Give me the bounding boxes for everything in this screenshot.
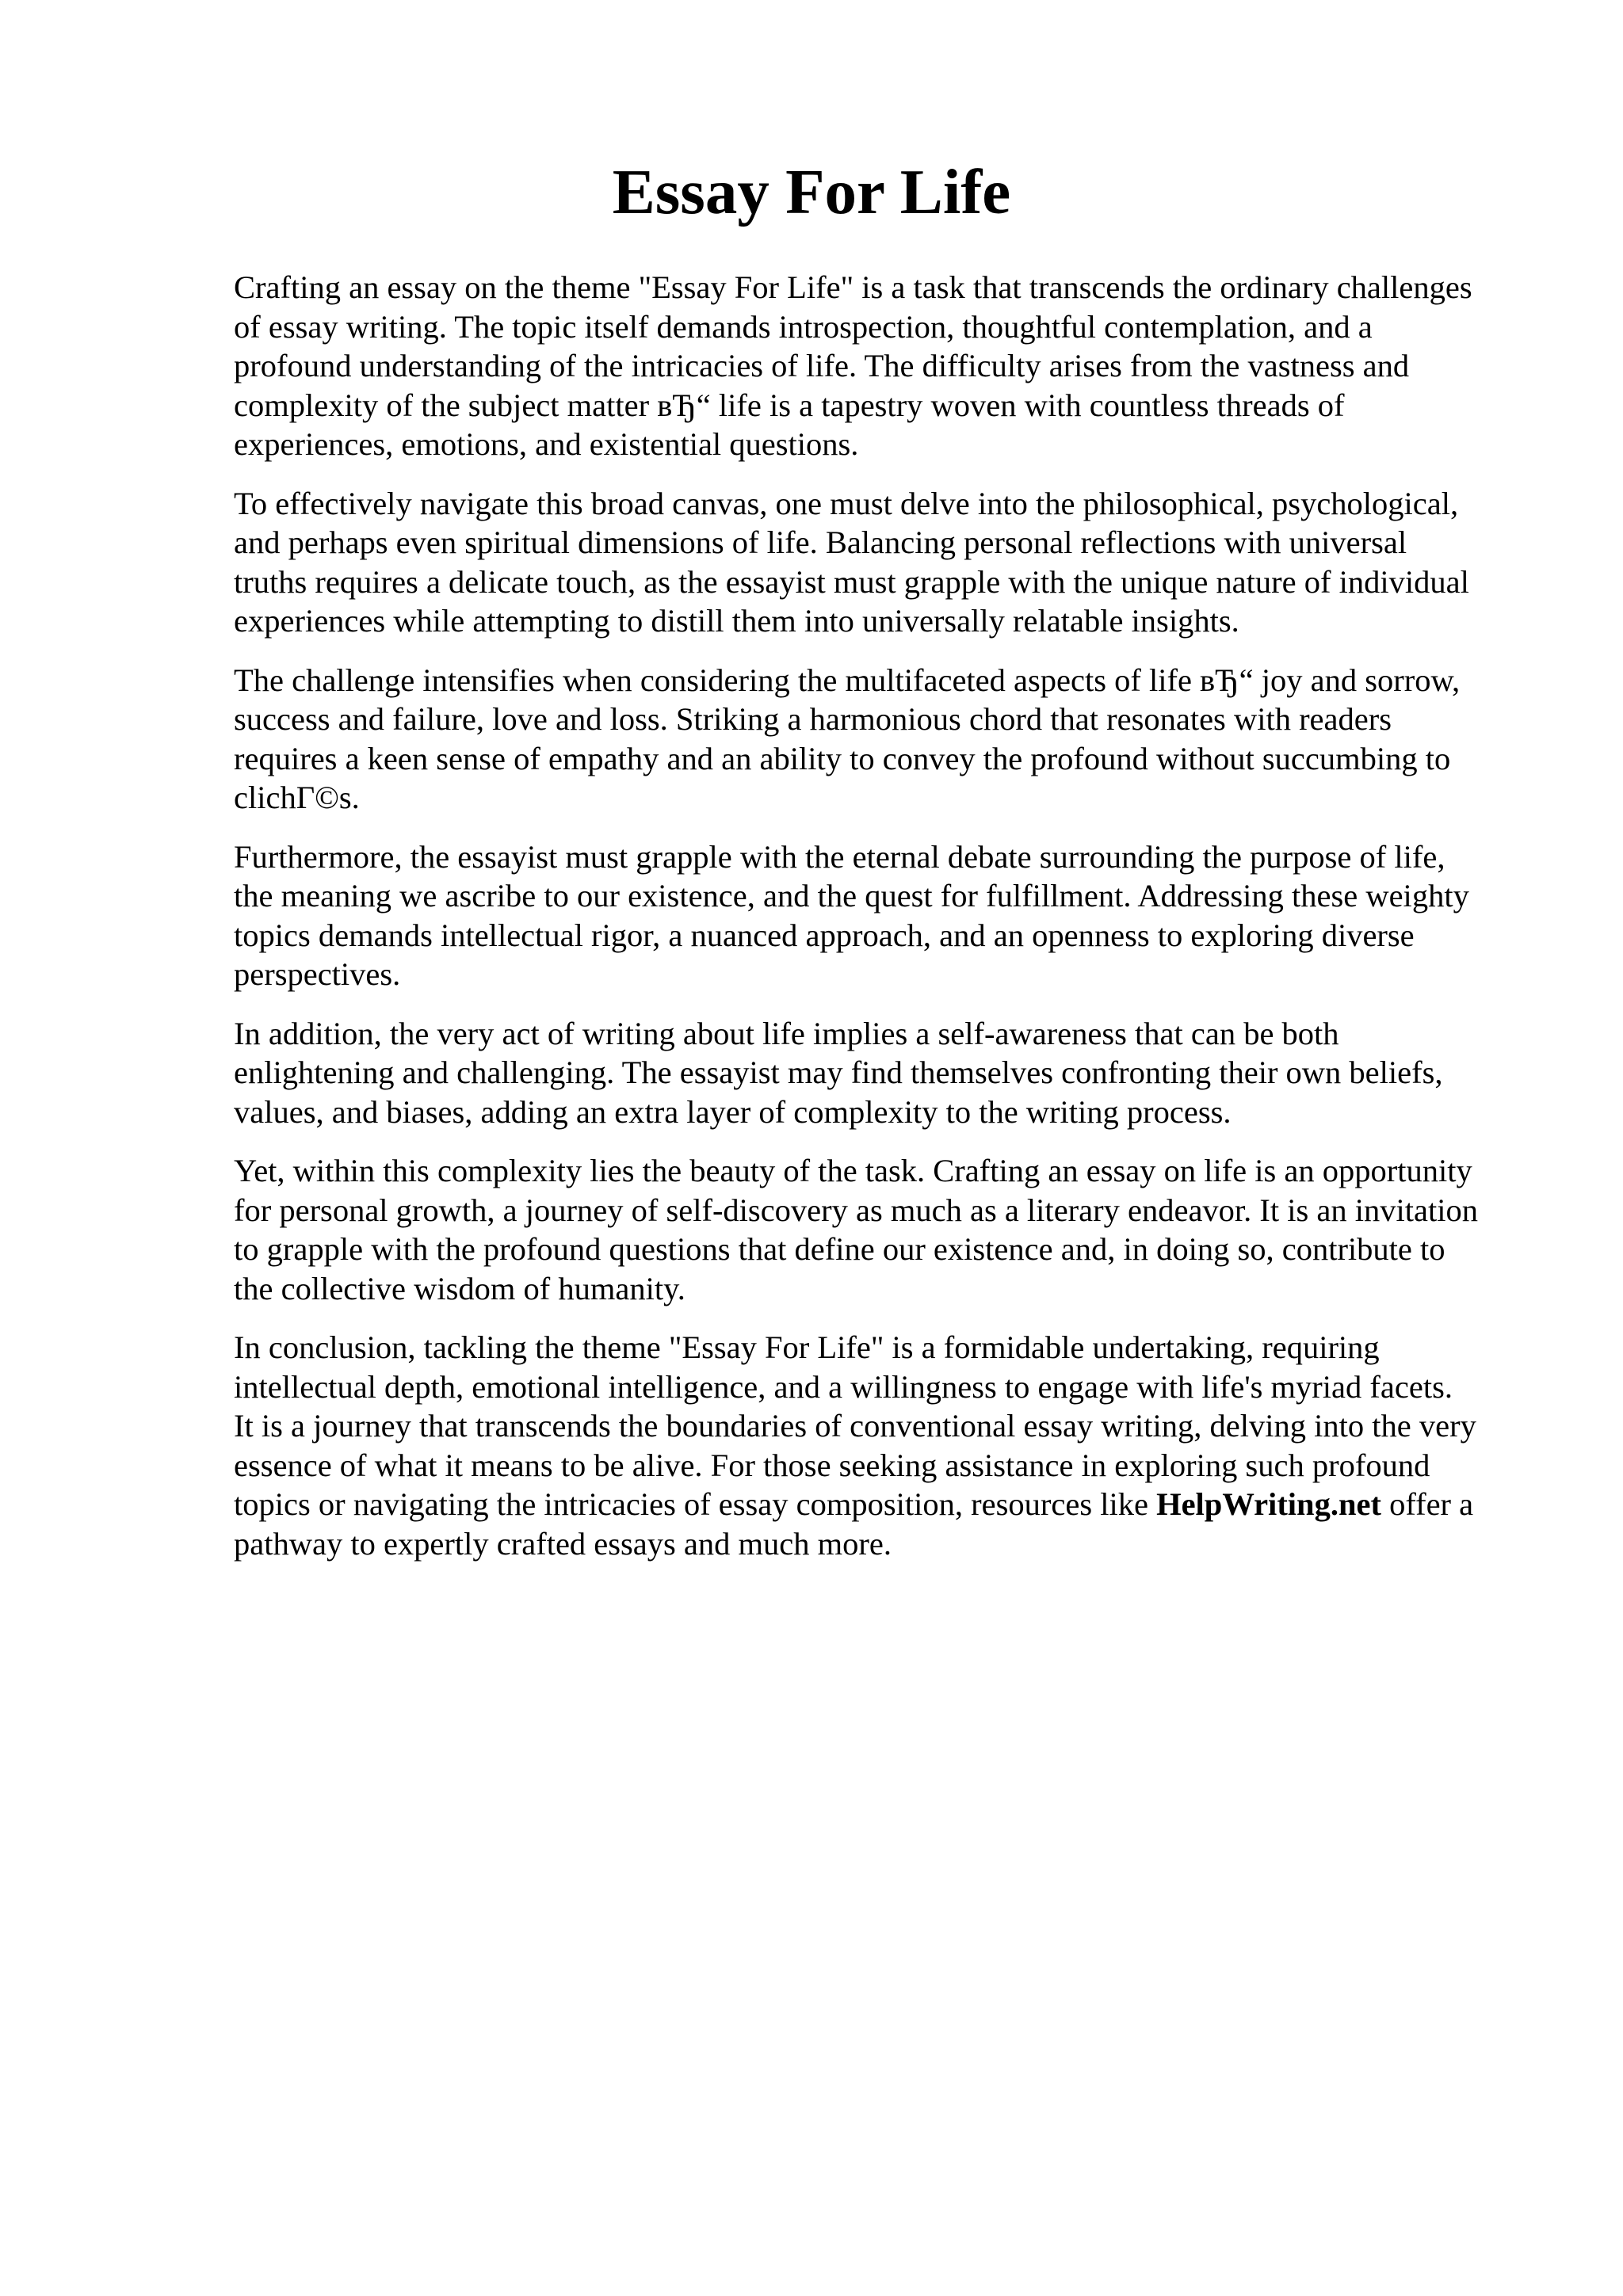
paragraph-line: values, and biases, adding an extra layer of complexity to the writing process. xyxy=(234,1093,1232,1130)
paragraph-2 xyxy=(234,484,1522,641)
paragraph-line: success and failure, love and loss. Striking a harmonious chord that resonates with readers xyxy=(234,701,1392,737)
paragraph-line: truths requires a delicate touch, as the essayist must grapple with the unique nature of individual xyxy=(234,563,1469,600)
paragraph-line: requires a keen sense of empathy and an ability to convey the profound without succumbing to xyxy=(234,740,1451,776)
document-title: Essay For Life xyxy=(612,156,1011,227)
paragraph-line: the collective wisdom of humanity. xyxy=(234,1270,685,1306)
paragraph-line: complexity of the subject matter вЂ“ life is a tapestry woven with countless threads of xyxy=(234,387,1345,423)
paragraph-line: In addition, the very act of writing about life implies a self-awareness that can be both xyxy=(234,1015,1339,1051)
paragraph-5 xyxy=(234,1014,1522,1132)
paragraph-line: profound understanding of the intricacies of life. The difficulty arises from the vastness and xyxy=(234,348,1410,383)
document-body xyxy=(234,268,1522,1583)
paragraph-line: Furthermore, the essayist must grapple with the eternal debate surrounding the purpose of life, xyxy=(234,838,1445,875)
paragraph-line: to grapple with the profound questions that define our existence and, in doing so, contribute to xyxy=(234,1231,1445,1267)
paragraph-1 xyxy=(234,268,1522,464)
paragraph-line: and perhaps even spiritual dimensions of life. Balancing personal reflections with universal xyxy=(234,524,1407,560)
paragraph-line: of essay writing. The topic itself demands introspection, thoughtful contemplation, and a xyxy=(234,308,1373,345)
paragraph-6 xyxy=(234,1151,1522,1308)
conclusion-paragraph xyxy=(234,1328,1522,1563)
link-trail-text: offer a xyxy=(1381,1486,1474,1522)
paragraph-line: experiences while attempting to distill them into universally relatable insights. xyxy=(234,603,1239,639)
paragraph-line: Crafting an essay on the theme "Essay For Life" is a task that transcends the ordinary challenges xyxy=(234,269,1472,305)
paragraph-line: experiences, emotions, and existential questions. xyxy=(234,426,859,462)
paragraph-line: The challenge intensifies when considering the multifaceted aspects of life вЂ“ joy and sorrow, xyxy=(234,662,1461,698)
paragraph-line: To effectively navigate this broad canvas, one must delve into the philosophical, psychological, xyxy=(234,485,1459,521)
paragraph-line: enlightening and challenging. The essayist may find themselves confronting their own beliefs, xyxy=(234,1055,1443,1090)
paragraph-line: perspectives. xyxy=(234,956,401,992)
paragraph-line: for personal growth, a journey of self-discovery as much as a literary endeavor. It is an invitation xyxy=(234,1192,1479,1228)
paragraph-line: pathway to expertly crafted essays and much more. xyxy=(234,1525,892,1562)
paragraph-line: the meaning we ascribe to our existence, and the quest for fulfillment. Addressing these weighty xyxy=(234,878,1469,913)
paragraph-line: In conclusion, tackling the theme "Essay For Life" is a formidable undertaking, requiring xyxy=(234,1329,1380,1365)
paragraph-line-with-link xyxy=(234,1485,1522,1524)
paragraph-line: intellectual depth, emotional intelligence, and a willingness to engage with life's myriad facets. xyxy=(234,1368,1453,1405)
paragraph-line: topics demands intellectual rigor, a nuanced approach, and an openness to exploring diverse xyxy=(234,917,1415,953)
paragraph-line: It is a journey that transcends the boundaries of conventional essay writing, delving into the very xyxy=(234,1408,1476,1444)
helpwriting-link[interactable]: HelpWriting.net xyxy=(1156,1486,1381,1522)
paragraph-line: clichГ©s. xyxy=(234,780,360,815)
link-lead-text: topics or navigating the intricacies of essay composition, resources like xyxy=(234,1486,1157,1522)
paragraph-4 xyxy=(234,837,1522,994)
paragraph-line: Yet, within this complexity lies the beauty of the task. Crafting an essay on life is an opportunity xyxy=(234,1153,1472,1188)
paragraph-line: essence of what it means to be alive. For those seeking assistance in exploring such profound xyxy=(234,1447,1430,1483)
paragraph-3 xyxy=(234,661,1522,818)
